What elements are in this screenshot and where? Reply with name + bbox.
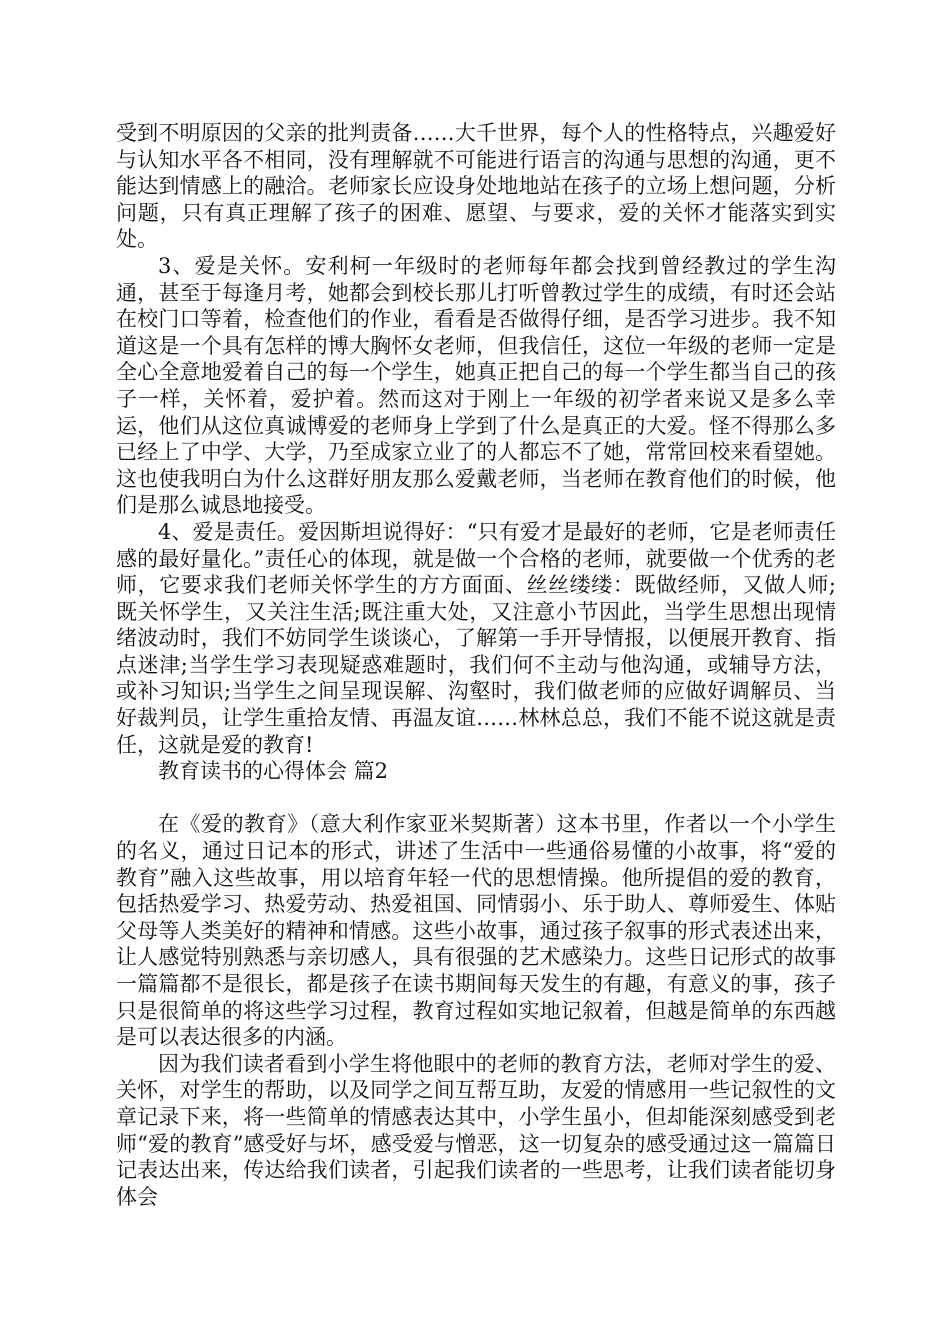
paragraph-reader-reflection: 因为我们读者看到小学生将他眼中的老师的教育方法，老师对学生的爱、关怀，对学生的帮助，以及同学之间互帮互助，友爱的情感用一些记叙性的文章记录下来，将一些简单的情感表达其中，小学生虽小，但却能深刻感受到老师“爱的教育”感受好与坏，感受爱与憎恶，这一切复杂的感受通过这一篇篇日记表达出来，传达给我们读者，引起我们读者的一些思考，让我们读者能切身体会 — [116, 1051, 836, 1209]
document-page — [116, 120, 836, 1210]
paragraph-book-intro: 在《爱的教育》（意大利作家亚米契斯著）这本书里，作者以一个小学生的名义，通过日记本的形式，讲述了生活中一些通俗易懂的小故事，将“爱的教育”融入这些故事，用以培育年轻一代的思想情操。他所提倡的爱的教育，包括热爱学习、热爱劳动、热爱祖国、同情弱小、乐于助人、尊师爱生、体贴父母等人类美好的精神和情感。这些小故事，通过孩子叙事的形式表述出来，让人感觉特别熟悉与亲切感人，具有很强的艺术感染力。这些日记形式的故事一篇篇都不是很长，都是孩子在读书期间每天发生的有趣，有意义的事，孩子只是很简单的将这些学习过程，教育过程如实地记叙着，但越是简单的东西越是可以表达很多的内涵。 — [116, 812, 836, 1050]
paragraph-continuation: 受到不明原因的父亲的批判责备……大千世界，每个人的性格特点，兴趣爱好与认知水平各不相同，没有理解就不可能进行语言的沟通与思想的沟通，更不能达到情感上的融洽。老师家长应设身处地地站在孩子的立场上想问题，分析问题，只有真正理解了孩子的困难、愿望、与要求，爱的关怀才能落实到实处。 — [116, 121, 836, 252]
paragraph-love-is-responsibility: 4、爱是责任。爱因斯坦说得好：“只有爱才是最好的老师，它是老师责任感的最好量化。”责任心的体现，就是做一个合格的老师，就要做一个优秀的老师，它要求我们老师关怀学生的方方面面、丝丝缕缕：既做经师，又做人师;既关怀学生，又关注生活;既注重大处，又注意小节因此，当学生思想出现情绪波动时，我们不妨同学生谈谈心，了解第一手开导情报，以便展开教育、指点迷津;当学生学习表现疑惑难题时，我们何不主动与他沟通，或辅导方法，或补习知识;当学生之间呈现误解、沟壑时，我们做老师的应做好调解员、当好裁判员，让学生重拾友情、再温友谊……林林总总，我们不能不说这就是责任，这就是爱的教育! — [116, 519, 836, 757]
section-heading: 教育读书的心得体会 篇2 — [158, 759, 389, 784]
blank-line — [116, 785, 836, 812]
paragraph-love-is-care: 3、爱是关怀。安利柯一年级时的老师每年都会找到曾经教过的学生沟通，甚至于每逢月考，她都会到校长那儿打听曾教过学生的成绩，有时还会站在校门口等着，检查他们的作业，看看是否做得仔细，是否学习进步。我不知道这是一个具有怎样的博大胸怀女老师，但我信任，这位一年级的老师一定是全心全意地爱着自己的每一个学生，她真正把自己的每一个学生都当自己的孩子一样，关怀着，爱护着。然而这对于刚上一年级的初学者来说又是多么幸运，他们从这位真诚博爱的老师身上学到了什么是真正的大爱。怪不得那么多已经上了中学、大学，乃至成家立业了的人都忘不了她，常常回校来看望她。这也使我明白为什么这群好朋友那么爱戴老师，当老师在教育他们的时候，他们是那么诚恳地接受。 — [116, 253, 836, 518]
